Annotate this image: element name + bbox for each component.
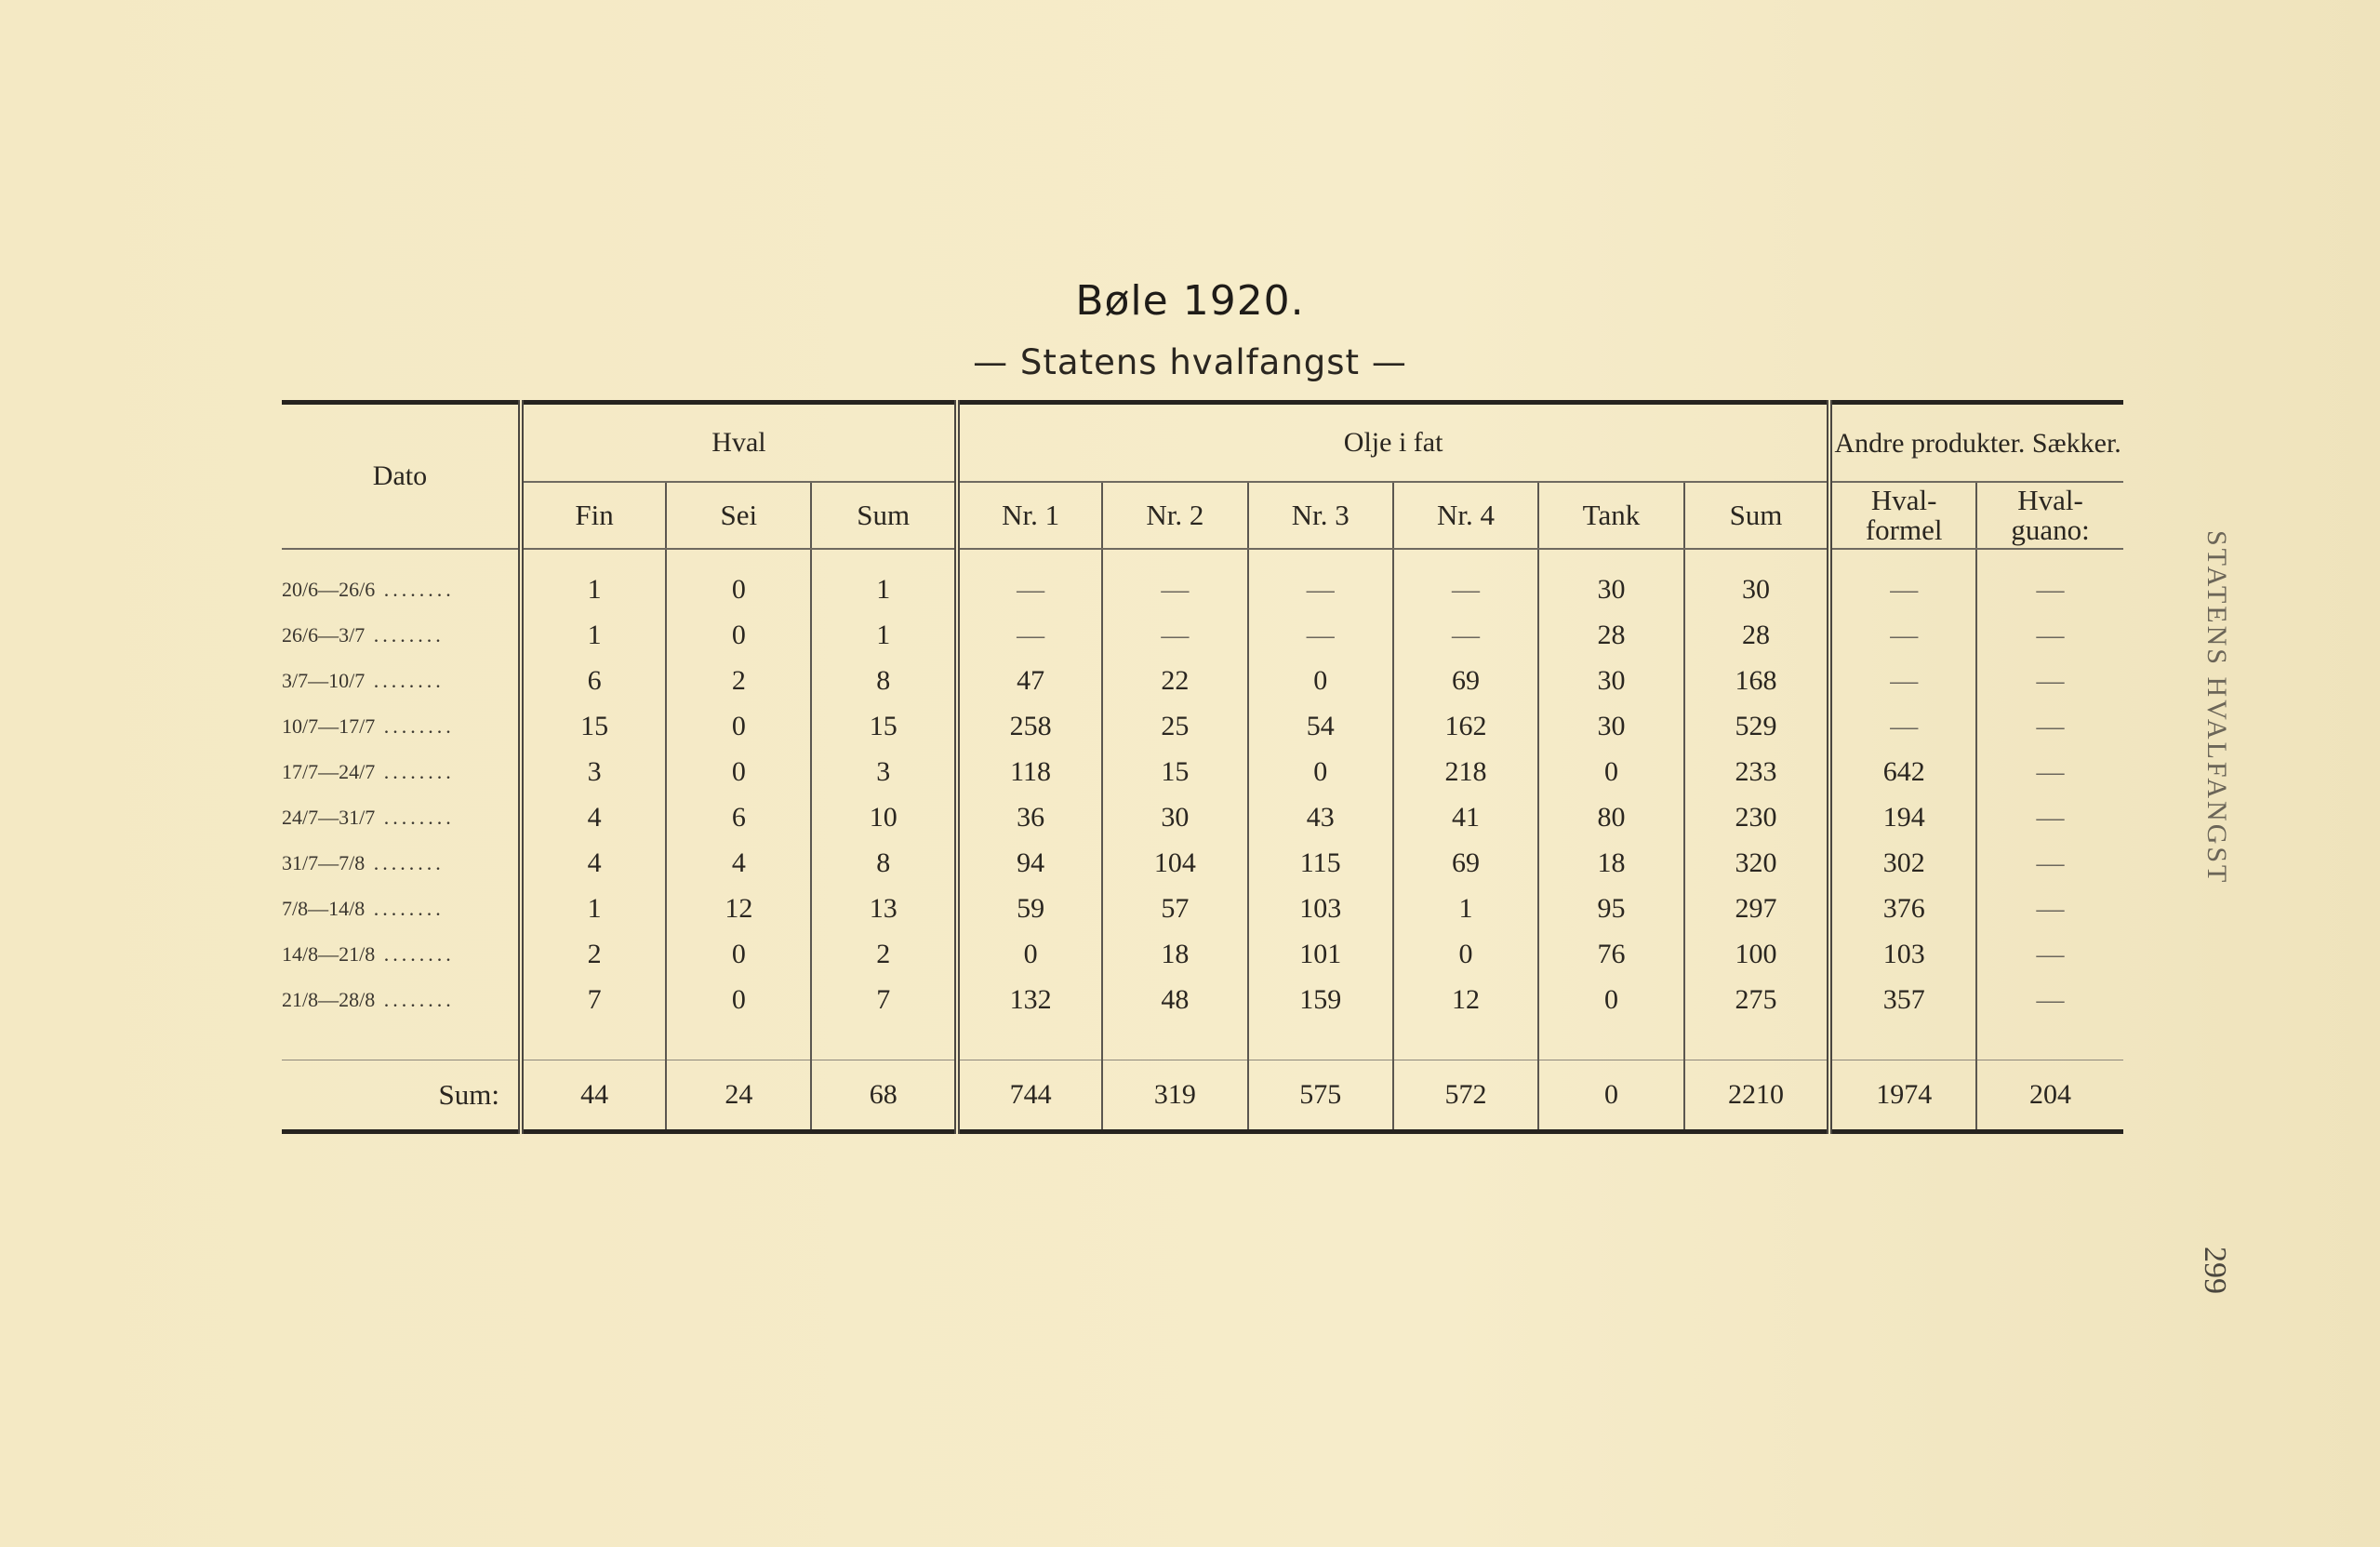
cell-nr3: —	[1248, 567, 1393, 612]
cell-nr4: 41	[1393, 794, 1538, 840]
cell-nr3: 54	[1248, 703, 1393, 749]
cell-nr2: 18	[1102, 931, 1247, 977]
row-date	[282, 749, 521, 794]
row-date-text: 7/8—14/8	[282, 896, 366, 920]
leader-dots: ........	[375, 805, 455, 829]
row-date	[282, 794, 521, 840]
cell-nr1: —	[957, 567, 1102, 612]
cell-nr2: 22	[1102, 658, 1247, 703]
totals-hvalformel: 1974	[1829, 1060, 1976, 1132]
cell-sei: 0	[666, 612, 811, 658]
cell-sum: 7	[811, 977, 957, 1022]
cell-hvalguano: —	[1976, 977, 2123, 1022]
cell-hvalguano: —	[1976, 612, 2123, 658]
cell-sei: 0	[666, 749, 811, 794]
cell-nr2: 15	[1102, 749, 1247, 794]
cell-nr1: —	[957, 612, 1102, 658]
totals-row	[282, 1060, 2123, 1132]
cell-sei: 12	[666, 886, 811, 931]
leader-dots: ........	[375, 577, 455, 601]
cell-sei: 0	[666, 567, 811, 612]
cell-fin: 4	[521, 794, 666, 840]
cell-fin: 2	[521, 931, 666, 977]
row-date-text: 3/7—10/7	[282, 668, 366, 692]
cell-nr1: 132	[957, 977, 1102, 1022]
cell-nr3: 0	[1248, 658, 1393, 703]
cell-olje-sum: 100	[1684, 931, 1830, 977]
row-date	[282, 931, 521, 977]
cell-nr2: 48	[1102, 977, 1247, 1022]
cell-tank: 30	[1538, 703, 1684, 749]
row-date	[282, 977, 521, 1022]
cell-sum: 13	[811, 886, 957, 931]
header-nr1: Nr. 1	[957, 482, 1102, 549]
table-spacer	[282, 549, 2123, 567]
cell-tank: 0	[1538, 749, 1684, 794]
cell-nr1: 47	[957, 658, 1102, 703]
cell-nr2: 104	[1102, 840, 1247, 886]
cell-fin: 1	[521, 886, 666, 931]
cell-tank: 76	[1538, 931, 1684, 977]
row-date-text: 10/7—17/7	[282, 713, 376, 738]
cell-hvalguano: —	[1976, 931, 2123, 977]
table-row	[282, 612, 2123, 658]
table-row	[282, 749, 2123, 794]
cell-hvalguano: —	[1976, 840, 2123, 886]
cell-tank: 0	[1538, 977, 1684, 1022]
cell-nr4: 69	[1393, 658, 1538, 703]
cell-nr2: —	[1102, 567, 1247, 612]
cell-hvalformel: 357	[1829, 977, 1976, 1022]
row-date	[282, 612, 521, 658]
cell-olje-sum: 168	[1684, 658, 1830, 703]
header-dato: Dato	[282, 403, 521, 550]
table-row	[282, 567, 2123, 612]
header-nr3: Nr. 3	[1248, 482, 1393, 549]
row-date	[282, 886, 521, 931]
cell-hvalformel: —	[1829, 612, 1976, 658]
cell-nr4: 1	[1393, 886, 1538, 931]
totals-nr3: 575	[1248, 1060, 1393, 1132]
totals-nr1: 744	[957, 1060, 1102, 1132]
cell-hvalformel: —	[1829, 567, 1976, 612]
cell-hvalformel: 302	[1829, 840, 1976, 886]
totals-tank: 0	[1538, 1060, 1684, 1132]
row-date-text: 17/7—24/7	[282, 759, 376, 783]
table-footer	[282, 1022, 2123, 1132]
cell-nr3: 101	[1248, 931, 1393, 977]
cell-tank: 18	[1538, 840, 1684, 886]
cell-sum: 15	[811, 703, 957, 749]
cell-sei: 0	[666, 977, 811, 1022]
cell-nr1: 118	[957, 749, 1102, 794]
cell-nr3: 43	[1248, 794, 1393, 840]
cell-fin: 15	[521, 703, 666, 749]
cell-sum: 1	[811, 612, 957, 658]
cell-fin: 6	[521, 658, 666, 703]
cell-fin: 1	[521, 567, 666, 612]
cell-olje-sum: 320	[1684, 840, 1830, 886]
cell-olje-sum: 233	[1684, 749, 1830, 794]
row-date	[282, 840, 521, 886]
totals-nr2: 319	[1102, 1060, 1247, 1132]
cell-nr1: 36	[957, 794, 1102, 840]
cell-hvalformel: 194	[1829, 794, 1976, 840]
cell-olje-sum: 297	[1684, 886, 1830, 931]
cell-sei: 0	[666, 703, 811, 749]
cell-nr1: 258	[957, 703, 1102, 749]
cell-sei: 0	[666, 931, 811, 977]
cell-sum: 2	[811, 931, 957, 977]
cell-hvalformel: 376	[1829, 886, 1976, 931]
cell-olje-sum: 529	[1684, 703, 1830, 749]
cell-olje-sum: 28	[1684, 612, 1830, 658]
cell-nr2: 30	[1102, 794, 1247, 840]
cell-nr4: 162	[1393, 703, 1538, 749]
row-date-text: 14/8—21/8	[282, 941, 376, 966]
header-tank: Tank	[1538, 482, 1684, 549]
cell-nr3: —	[1248, 612, 1393, 658]
cell-hvalguano: —	[1976, 703, 2123, 749]
cell-sum: 1	[811, 567, 957, 612]
cell-tank: 28	[1538, 612, 1684, 658]
cell-hvalguano: —	[1976, 886, 2123, 931]
cell-tank: 95	[1538, 886, 1684, 931]
totals-fin: 44	[521, 1060, 666, 1132]
cell-olje-sum: 230	[1684, 794, 1830, 840]
leader-dots: ........	[365, 850, 445, 874]
row-date-text: 31/7—7/8	[282, 850, 366, 874]
totals-olje-sum: 2210	[1684, 1060, 1830, 1132]
table-row	[282, 886, 2123, 931]
totals-nr4: 572	[1393, 1060, 1538, 1132]
cell-hvalguano: —	[1976, 658, 2123, 703]
cell-nr4: 0	[1393, 931, 1538, 977]
cell-sum: 8	[811, 658, 957, 703]
cell-sum: 8	[811, 840, 957, 886]
cell-nr3: 115	[1248, 840, 1393, 886]
cell-nr2: 57	[1102, 886, 1247, 931]
cell-hvalguano: —	[1976, 794, 2123, 840]
cell-nr3: 159	[1248, 977, 1393, 1022]
leader-dots: ........	[365, 668, 445, 692]
leader-dots: ........	[365, 896, 445, 920]
page-subtitle: — Statens hvalfangst —	[973, 342, 1407, 382]
cell-hvalformel: 103	[1829, 931, 1976, 977]
cell-nr1: 94	[957, 840, 1102, 886]
cell-sei: 4	[666, 840, 811, 886]
cell-sei: 6	[666, 794, 811, 840]
row-date	[282, 703, 521, 749]
cell-nr3: 0	[1248, 749, 1393, 794]
cell-nr4: 218	[1393, 749, 1538, 794]
leader-dots: ........	[365, 622, 445, 647]
totals-hval-sum: 68	[811, 1060, 957, 1132]
table-row	[282, 703, 2123, 749]
cell-olje-sum: 275	[1684, 977, 1830, 1022]
page-title: Bøle 1920.	[1075, 277, 1305, 325]
cell-hvalguano: —	[1976, 567, 2123, 612]
cell-nr2: —	[1102, 612, 1247, 658]
cell-tank: 80	[1538, 794, 1684, 840]
row-date-text: 20/6—26/6	[282, 577, 376, 601]
table-row	[282, 840, 2123, 886]
cell-fin: 7	[521, 977, 666, 1022]
header-andre: Andre produkter. Sækker.	[1829, 403, 2123, 483]
row-date-text: 26/6—3/7	[282, 622, 366, 647]
cell-tank: 30	[1538, 567, 1684, 612]
running-header: STATENS HVALFANGST	[2201, 530, 2232, 886]
cell-nr4: —	[1393, 612, 1538, 658]
leader-dots: ........	[375, 759, 455, 783]
header-hval-sum: Sum	[811, 482, 957, 549]
cell-nr4: 69	[1393, 840, 1538, 886]
header-olje: Olje i fat	[957, 403, 1829, 483]
header-hvalguano: Hval- guano:	[1976, 482, 2123, 549]
cell-fin: 4	[521, 840, 666, 886]
table-header	[282, 403, 2123, 550]
cell-nr4: 12	[1393, 977, 1538, 1022]
cell-hvalformel: 642	[1829, 749, 1976, 794]
cell-hvalformel: —	[1829, 703, 1976, 749]
table-row	[282, 794, 2123, 840]
header-fin: Fin	[521, 482, 666, 549]
leader-dots: ........	[375, 987, 455, 1011]
row-date-text: 24/7—31/7	[282, 805, 376, 829]
leader-dots: ........	[375, 941, 455, 966]
cell-tank: 30	[1538, 658, 1684, 703]
cell-sum: 3	[811, 749, 957, 794]
header-nr4: Nr. 4	[1393, 482, 1538, 549]
leader-dots: ........	[375, 713, 455, 738]
cell-olje-sum: 30	[1684, 567, 1830, 612]
cell-nr1: 0	[957, 931, 1102, 977]
table-row	[282, 977, 2123, 1022]
table-row	[282, 931, 2123, 977]
row-date-text: 21/8—28/8	[282, 987, 376, 1011]
header-olje-sum: Sum	[1684, 482, 1830, 549]
cell-sum: 10	[811, 794, 957, 840]
totals-sei: 24	[666, 1060, 811, 1132]
header-hvalformel: Hval- formel	[1829, 482, 1976, 549]
cell-nr1: 59	[957, 886, 1102, 931]
cell-hvalguano: —	[1976, 749, 2123, 794]
header-hval: Hval	[521, 403, 957, 483]
header-nr2: Nr. 2	[1102, 482, 1247, 549]
row-date	[282, 658, 521, 703]
row-date	[282, 567, 521, 612]
totals-hvalguano: 204	[1976, 1060, 2123, 1132]
whaling-table	[282, 400, 2123, 1134]
cell-nr4: —	[1393, 567, 1538, 612]
cell-fin: 3	[521, 749, 666, 794]
cell-nr2: 25	[1102, 703, 1247, 749]
cell-nr3: 103	[1248, 886, 1393, 931]
table-row	[282, 658, 2123, 703]
cell-sei: 2	[666, 658, 811, 703]
table-body	[282, 567, 2123, 1022]
cell-hvalformel: —	[1829, 658, 1976, 703]
header-sei: Sei	[666, 482, 811, 549]
page-number: 299	[2198, 1247, 2232, 1294]
cell-fin: 1	[521, 612, 666, 658]
totals-label: Sum:	[438, 1078, 499, 1111]
